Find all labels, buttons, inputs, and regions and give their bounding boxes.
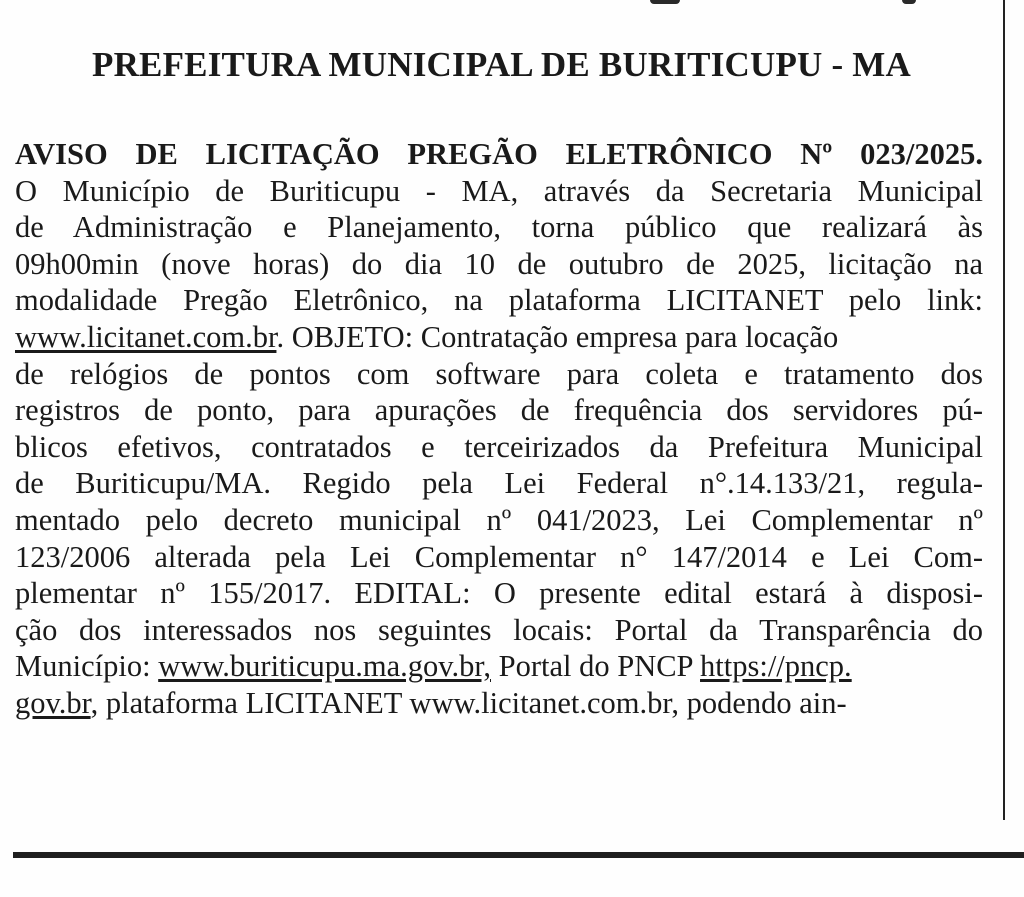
notice-line: 09h00min (nove horas) do dia 10 de outubro de 2025, licitação na <box>15 246 983 281</box>
pncp-link-continued[interactable]: gov.br <box>15 685 91 720</box>
notice-text: , plataforma LICITANET www.licitanet.com.br, podendo ain- <box>90 685 847 720</box>
cropped-text-fragment <box>650 0 680 4</box>
notice-line: plementar nº 155/2017. EDITAL: O presente edital estará à disposi- <box>15 576 983 611</box>
notice-line <box>15 319 983 356</box>
notice-line: O Município de Buriticupu - MA, através da Secretaria Municipal <box>15 173 983 208</box>
notice-line: ção dos interessados nos seguintes locais: Portal da Transparência do <box>15 612 983 647</box>
notice-heading: AVISO DE LICITAÇÃO PREGÃO ELETRÔNICO Nº 023/2025. <box>15 137 983 171</box>
notice-line: modalidade Pregão Eletrônico, na plataforma LICITANET pelo link: <box>15 283 983 318</box>
notice-line <box>15 685 983 722</box>
notice-text: Portal do PNCP <box>491 649 701 684</box>
buriticupu-portal-link[interactable]: www.buriticupu.ma.gov.br, <box>158 649 491 684</box>
notice-line: registros de ponto, para apurações de frequência dos servidores pú- <box>15 393 983 428</box>
notice-line: de Buriticupu/MA. Regido pela Lei Federal n°.14.133/21, regula- <box>15 466 983 501</box>
notice-line: de relógios de pontos com software para coleta e tratamento dos <box>15 356 983 391</box>
notice-line: blicos efetivos, contratados e terceirizados da Prefeitura Municipal <box>15 429 983 464</box>
notice-text: . OBJETO: Contratação empresa para locação <box>276 319 839 354</box>
bottom-divider <box>13 852 1024 858</box>
notice-line: mentado pelo decreto municipal nº 041/2023, Lei Complementar nº <box>15 502 983 537</box>
licitanet-link[interactable]: www.licitanet.com.br <box>15 319 277 354</box>
page-title: PREFEITURA MUNICIPAL DE BURITICUPU - MA <box>92 45 911 84</box>
page-top-edge <box>0 0 1024 12</box>
notice-line: 123/2006 alterada pela Lei Complementar n° 147/2014 e Lei Com- <box>15 539 983 574</box>
notice-text: Município: <box>15 649 159 684</box>
pncp-link[interactable]: https://pncp. <box>700 649 852 684</box>
notice-line <box>15 648 983 685</box>
column-divider <box>1003 0 1005 820</box>
notice-line: de Administração e Planejamento, torna público que realizará às <box>15 210 983 245</box>
notice-body <box>15 136 983 722</box>
cropped-text-fragment <box>902 0 916 4</box>
